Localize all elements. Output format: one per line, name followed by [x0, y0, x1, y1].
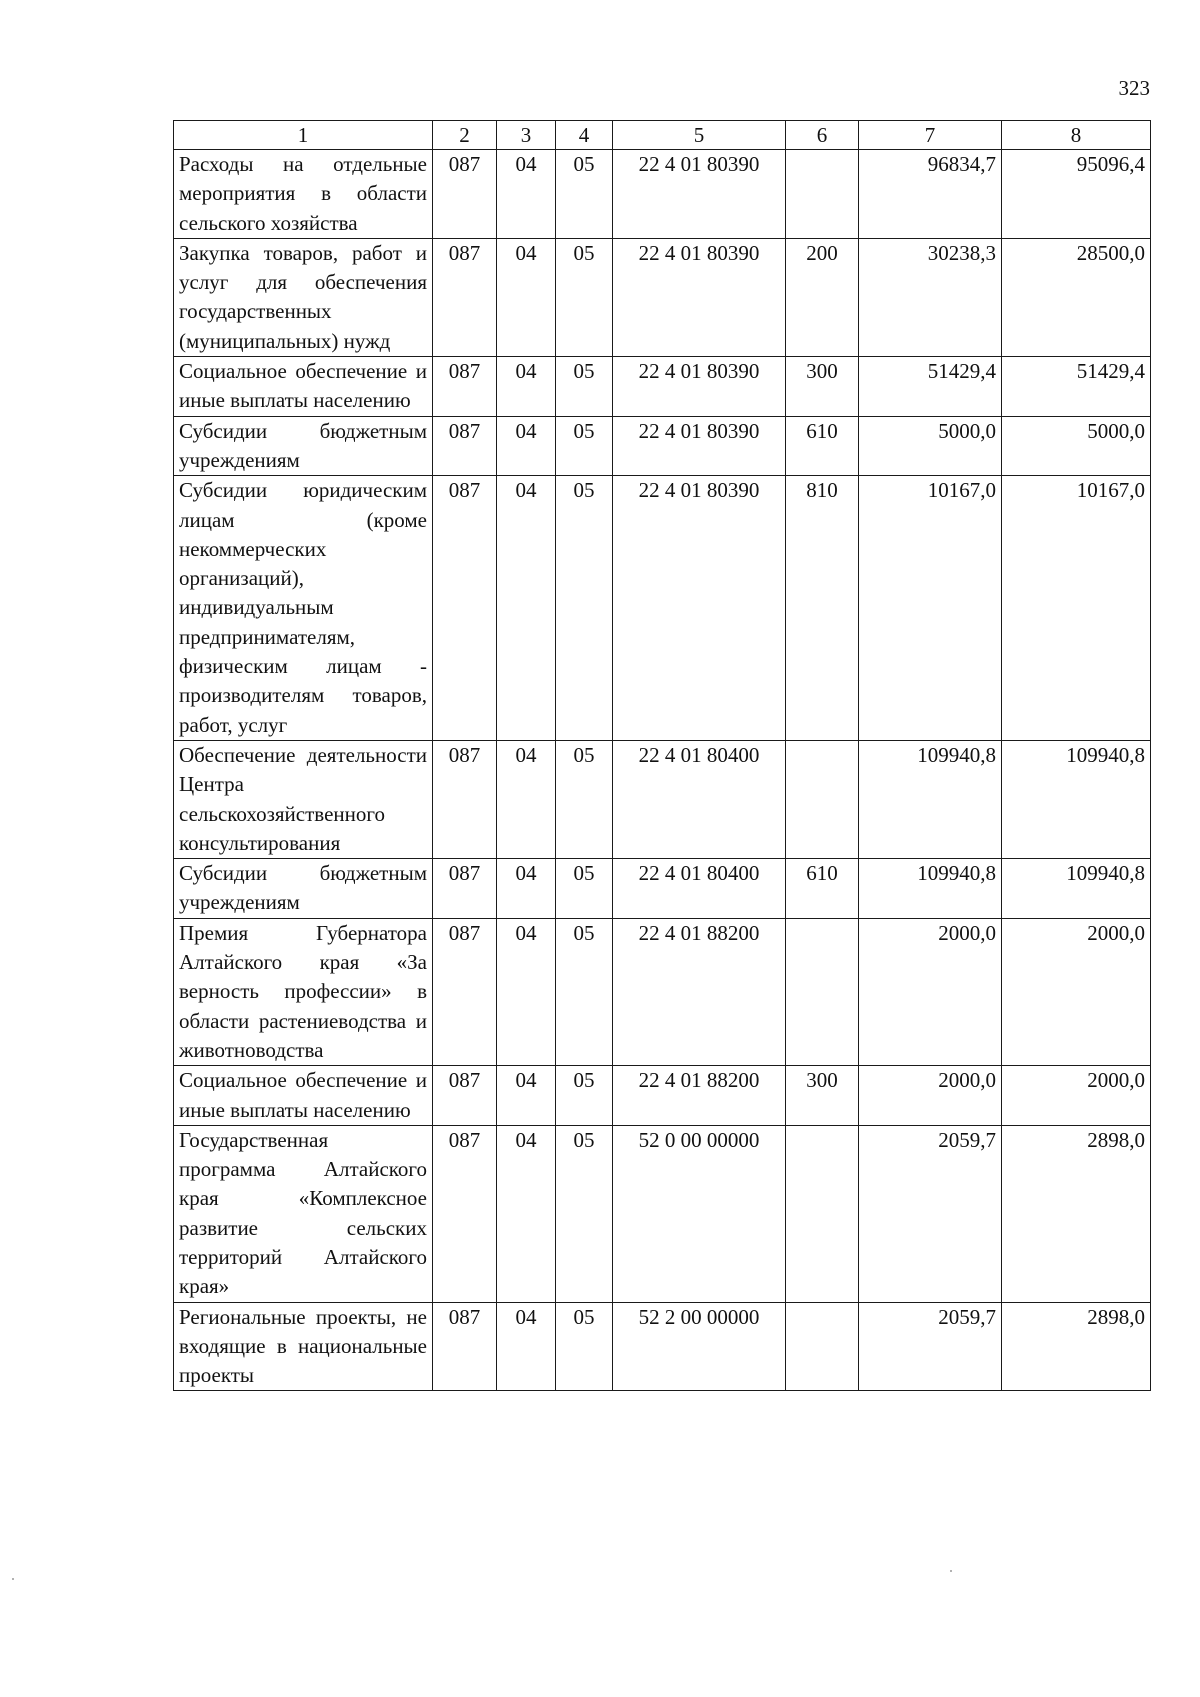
amount-cell: 109940,8 — [1002, 740, 1151, 858]
expense-name-cell: Субсидии юридическим лицам (кроме некоммерческих организаций), индивидуальным предпринимателям, физическим лицам - производителям товаров, работ, услуг — [174, 476, 433, 741]
amount-cell: 2000,0 — [1002, 918, 1151, 1065]
section-code-cell: 04 — [497, 1125, 556, 1302]
target-article-cell: 22 4 01 88200 — [613, 918, 786, 1065]
section-code-cell: 04 — [497, 859, 556, 919]
target-article-cell: 52 2 00 00000 — [613, 1302, 786, 1391]
amount-cell: 5000,0 — [859, 416, 1002, 476]
subsection-code-cell: 05 — [556, 859, 613, 919]
expense-name-cell: Расходы на отдельные мероприятия в области сельского хозяйства — [174, 150, 433, 239]
subsection-code-cell: 05 — [556, 357, 613, 417]
expense-name-cell: Субсидии бюджетным учреждениям — [174, 416, 433, 476]
section-code-cell: 04 — [497, 476, 556, 741]
amount-cell: 2000,0 — [859, 918, 1002, 1065]
amount-cell: 51429,4 — [859, 357, 1002, 417]
ministry-code-cell: 087 — [433, 1066, 497, 1126]
ministry-code-cell: 087 — [433, 859, 497, 919]
expense-type-cell: 810 — [786, 476, 859, 741]
section-code-cell: 04 — [497, 1066, 556, 1126]
ministry-code-cell: 087 — [433, 1125, 497, 1302]
table-row — [174, 150, 1151, 239]
expense-type-cell — [786, 740, 859, 858]
ministry-code-cell: 087 — [433, 476, 497, 741]
page-number: 323 — [1118, 76, 1150, 100]
subsection-code-cell: 05 — [556, 476, 613, 741]
amount-cell: 10167,0 — [859, 476, 1002, 741]
expense-type-cell — [786, 1302, 859, 1391]
column-header: 5 — [613, 121, 786, 150]
amount-cell: 96834,7 — [859, 150, 1002, 239]
amount-cell: 5000,0 — [1002, 416, 1151, 476]
column-header: 3 — [497, 121, 556, 150]
expense-type-cell — [786, 150, 859, 239]
ministry-code-cell: 087 — [433, 150, 497, 239]
amount-cell: 51429,4 — [1002, 357, 1151, 417]
subsection-code-cell: 05 — [556, 1302, 613, 1391]
subsection-code-cell: 05 — [556, 150, 613, 239]
target-article-cell: 22 4 01 80390 — [613, 150, 786, 239]
subsection-code-cell: 05 — [556, 1125, 613, 1302]
amount-cell: 2059,7 — [859, 1302, 1002, 1391]
expense-name-cell: Социальное обеспечение и иные выплаты населению — [174, 1066, 433, 1126]
section-code-cell: 04 — [497, 416, 556, 476]
scan-speck — [12, 1578, 14, 1580]
target-article-cell: 22 4 01 80390 — [613, 416, 786, 476]
table-row — [174, 357, 1151, 417]
subsection-code-cell: 05 — [556, 918, 613, 1065]
amount-cell: 28500,0 — [1002, 238, 1151, 356]
target-article-cell: 22 4 01 80400 — [613, 859, 786, 919]
amount-cell: 109940,8 — [859, 859, 1002, 919]
expense-name-cell: Социальное обеспечение и иные выплаты населению — [174, 357, 433, 417]
expense-type-cell — [786, 1125, 859, 1302]
target-article-cell: 52 0 00 00000 — [613, 1125, 786, 1302]
amount-cell: 2898,0 — [1002, 1125, 1151, 1302]
amount-cell: 2898,0 — [1002, 1302, 1151, 1391]
expense-name-cell: Премия Губернатора Алтайского края «За верность профессии» в области растениеводства и животноводства — [174, 918, 433, 1065]
expense-type-cell: 610 — [786, 416, 859, 476]
table-row — [174, 918, 1151, 1065]
expense-type-cell: 200 — [786, 238, 859, 356]
budget-table — [173, 120, 1151, 1391]
table-row — [174, 416, 1151, 476]
amount-cell: 109940,8 — [1002, 859, 1151, 919]
ministry-code-cell: 087 — [433, 918, 497, 1065]
table-row — [174, 1125, 1151, 1302]
subsection-code-cell: 05 — [556, 1066, 613, 1126]
target-article-cell: 22 4 01 88200 — [613, 1066, 786, 1126]
section-code-cell: 04 — [497, 357, 556, 417]
expense-name-cell: Закупка товаров, работ и услуг для обеспечения государственных (муниципальных) нужд — [174, 238, 433, 356]
section-code-cell: 04 — [497, 238, 556, 356]
section-code-cell: 04 — [497, 150, 556, 239]
expense-type-cell: 610 — [786, 859, 859, 919]
amount-cell: 10167,0 — [1002, 476, 1151, 741]
subsection-code-cell: 05 — [556, 416, 613, 476]
amount-cell: 109940,8 — [859, 740, 1002, 858]
target-article-cell: 22 4 01 80390 — [613, 357, 786, 417]
ministry-code-cell: 087 — [433, 740, 497, 858]
expense-type-cell — [786, 918, 859, 1065]
expense-type-cell: 300 — [786, 1066, 859, 1126]
column-header: 8 — [1002, 121, 1151, 150]
ministry-code-cell: 087 — [433, 238, 497, 356]
amount-cell: 2000,0 — [859, 1066, 1002, 1126]
table-row — [174, 740, 1151, 858]
column-header: 6 — [786, 121, 859, 150]
amount-cell: 2059,7 — [859, 1125, 1002, 1302]
table-row — [174, 1066, 1151, 1126]
subsection-code-cell: 05 — [556, 740, 613, 858]
column-header: 7 — [859, 121, 1002, 150]
expense-type-cell: 300 — [786, 357, 859, 417]
table-row — [174, 1302, 1151, 1391]
scan-speck — [950, 1570, 952, 1572]
ministry-code-cell: 087 — [433, 1302, 497, 1391]
amount-cell: 2000,0 — [1002, 1066, 1151, 1126]
amount-cell: 95096,4 — [1002, 150, 1151, 239]
target-article-cell: 22 4 01 80390 — [613, 238, 786, 356]
subsection-code-cell: 05 — [556, 238, 613, 356]
section-code-cell: 04 — [497, 740, 556, 858]
expense-name-cell: Обеспечение деятельности Центра сельскохозяйственного консультирования — [174, 740, 433, 858]
target-article-cell: 22 4 01 80390 — [613, 476, 786, 741]
table-header-row — [174, 121, 1151, 150]
table-row — [174, 476, 1151, 741]
expense-name-cell: Государственная программа Алтайского края «Комплексное развитие сельских территорий Алтайского края» — [174, 1125, 433, 1302]
ministry-code-cell: 087 — [433, 416, 497, 476]
expense-name-cell: Субсидии бюджетным учреждениям — [174, 859, 433, 919]
table-row — [174, 238, 1151, 356]
section-code-cell: 04 — [497, 918, 556, 1065]
ministry-code-cell: 087 — [433, 357, 497, 417]
table-row — [174, 859, 1151, 919]
amount-cell: 30238,3 — [859, 238, 1002, 356]
column-header: 2 — [433, 121, 497, 150]
target-article-cell: 22 4 01 80400 — [613, 740, 786, 858]
expense-name-cell: Региональные проекты, не входящие в национальные проекты — [174, 1302, 433, 1391]
section-code-cell: 04 — [497, 1302, 556, 1391]
column-header: 1 — [174, 121, 433, 150]
column-header: 4 — [556, 121, 613, 150]
